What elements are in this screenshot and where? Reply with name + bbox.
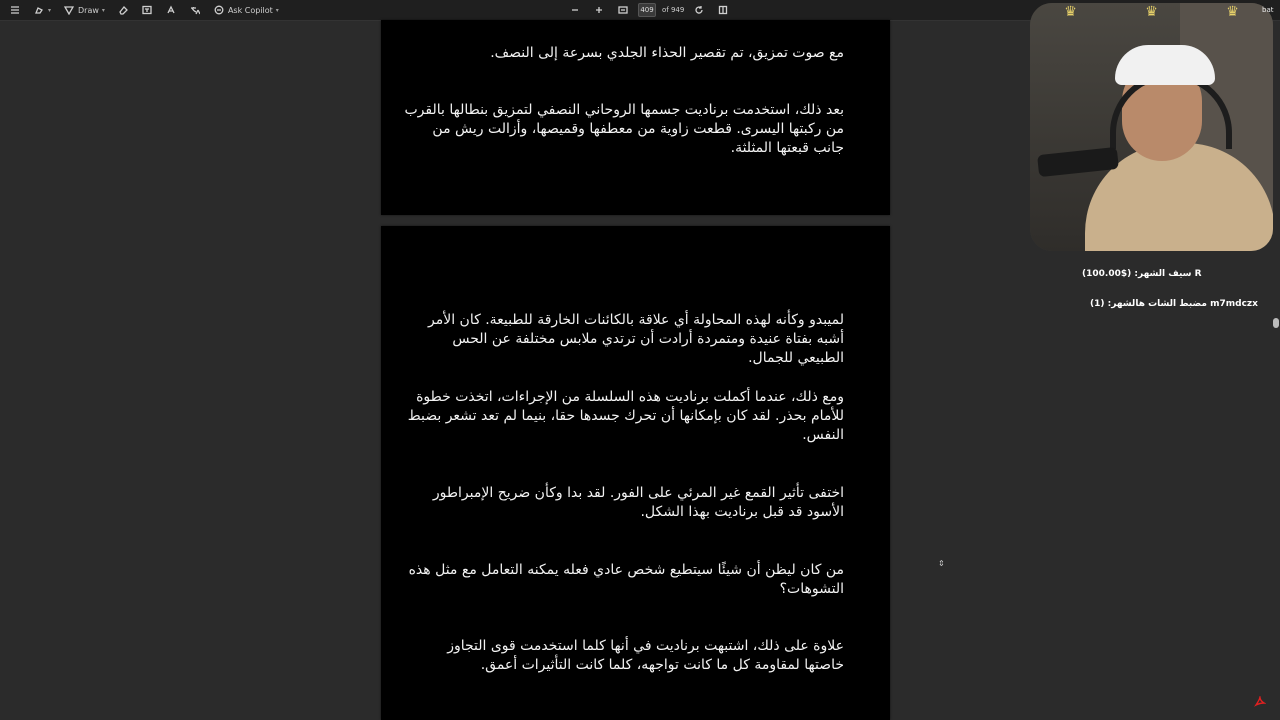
- highlighter-icon: [33, 4, 45, 16]
- fit-width-icon: [617, 4, 629, 16]
- paragraph: لميبدو وكأنه لهذه المحاولة أي علاقة بالكائنات الخارقة للطبيعة. كان الأمر أشبه بفتاة عنيدة ومتمردة أرادت أن ترتدي ملابس مختلفة عن الحس الطبيعي للجمال.: [427, 312, 844, 366]
- page-view-button[interactable]: [714, 2, 732, 18]
- add-text-button[interactable]: [138, 2, 156, 18]
- fit-page-button[interactable]: [614, 2, 632, 18]
- draw-label: Draw: [78, 5, 99, 15]
- crown-icon: ♛: [1064, 4, 1077, 20]
- pdf-page: [381, 20, 890, 215]
- chat-top-text: مضبط الشات هالشهر: (1) m7mdczx: [1090, 299, 1258, 309]
- month-sword-text: سيف الشهر: ($100.00) R: [1082, 269, 1202, 279]
- draw-button[interactable]: [60, 2, 108, 18]
- eraser-icon: [117, 4, 129, 16]
- crown-icon: ♛: [1145, 4, 1158, 20]
- translate-icon: [189, 4, 201, 16]
- minus-icon: [569, 4, 581, 16]
- scrollbar-thumb[interactable]: [1273, 318, 1279, 328]
- paragraph: بعد ذلك، استخدمت برناديت جسمها الروحاني النصفي لتمزيق بنطالها بالقرب من ركبتها اليسرى. قطعت زاوية من معطفها وقميصها، وأزالت ريش من جانب قبعتها المثلثة.: [404, 102, 844, 156]
- paragraph: علاوة على ذلك، اشتبهت برناديت في أنها كلما استخدمت قوى التجاوز خاصتها لمقاومة كل ما كانت تواجهه، كلما كانت التأثيرات أعمق.: [447, 638, 844, 673]
- copilot-icon: [213, 4, 225, 16]
- contents-button[interactable]: [6, 2, 24, 18]
- plus-icon: [593, 4, 605, 16]
- paragraph: اختفى تأثير القمع غير المرئي على الفور. لقد بدا وكأن ضريح الإمبراطور الأسود قد قبل برناديت بهذا الشكل.: [432, 485, 844, 520]
- page-view-icon: [717, 4, 729, 16]
- chevron-down-icon: ▾: [275, 6, 279, 14]
- translate-button[interactable]: [186, 2, 204, 18]
- crown-icon: ♛: [1226, 4, 1239, 20]
- streamer-cap: [1115, 45, 1215, 85]
- read-aloud-icon: [165, 4, 177, 16]
- zoom-in-button[interactable]: [590, 2, 608, 18]
- crown-frame: [1030, 3, 1273, 21]
- read-aloud-button[interactable]: [162, 2, 180, 18]
- rotate-button[interactable]: [690, 2, 708, 18]
- paragraph: مع صوت تمزيق، تم تقصير الحذاء الجلدي بسرعة إلى النصف.: [490, 45, 844, 61]
- paragraph: من كان ليظن أن شيئًا سيتطيع شخص عادي فعله يمكنه التعامل مع مثل هذه التشوهات؟: [408, 562, 844, 597]
- ask-copilot-button[interactable]: [210, 2, 282, 18]
- eraser-button[interactable]: [114, 2, 132, 18]
- draw-icon: [63, 4, 75, 16]
- cursor-icon: ⇕: [938, 559, 945, 568]
- pdf-icon: [1254, 692, 1266, 704]
- zoom-out-button[interactable]: [566, 2, 584, 18]
- text-box-icon: [141, 4, 153, 16]
- page-total: of 949: [662, 6, 685, 14]
- pdf-page: [381, 226, 890, 720]
- list-icon: [9, 4, 21, 16]
- chevron-down-icon: ▾: [48, 6, 52, 14]
- ask-copilot-label: Ask Copilot: [227, 5, 273, 15]
- highlight-button[interactable]: [30, 2, 54, 18]
- paragraph: ومع ذلك، عندما أكملت برناديت هذه السلسلة من الإجراءات، اتخذت خطوة للأمام بحذر. لقد كان بإمكانها أن تحرك جسدها حقا، بنيما لم تعد تشعر بضبط النفس.: [407, 389, 844, 443]
- webcam-overlay: [1030, 3, 1273, 251]
- cam-username: bat: [1262, 6, 1274, 14]
- page-number-input[interactable]: 409: [638, 3, 656, 17]
- chevron-down-icon: ▾: [101, 6, 105, 14]
- rotate-icon: [693, 4, 705, 16]
